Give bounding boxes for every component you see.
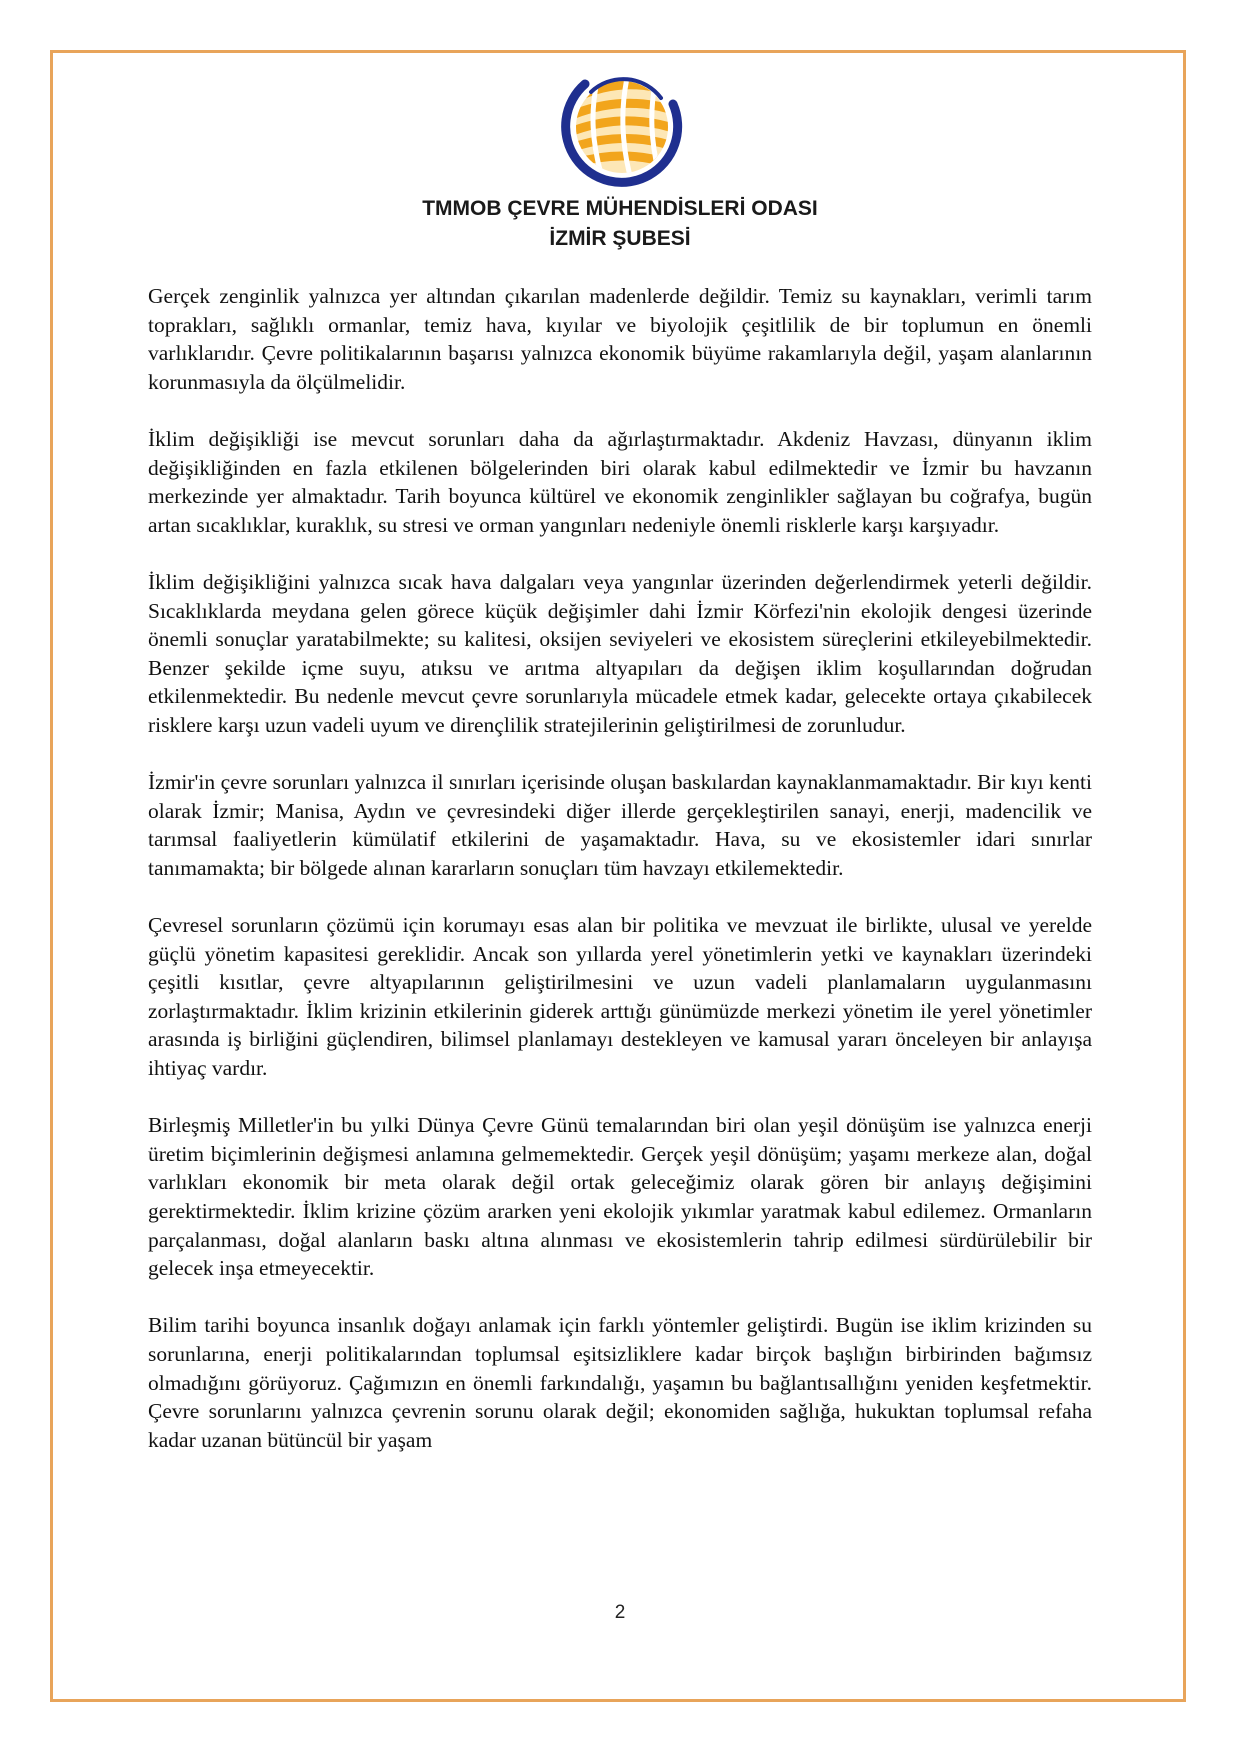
paragraph: Bilim tarihi boyunca insanlık doğayı anlamak için farklı yöntemler geliştirdi. Bugün ise iklim krizinden su sorunlarına, enerji politikalarından toplumsal eşitsizliklere kadar birçok başlığın birbirinden bağımsız olmadığını görüyoruz. Çağımızın en önemli farkındalığı, yaşamın bu bağlantısallığını yeniden keşfetmektir. Çevre sorunlarını yalnızca çevrenin sorunu olarak değil; ekonomiden sağlığa, hukuktan toplumsal refaha kadar uzanan bütüncül bir yaşam: [148, 1313, 1092, 1452]
paragraph: İklim değişikliğini yalnızca sıcak hava dalgaları veya yangınlar üzerinden değerlendirmek yeterli değildir. Sıcaklıklarda meydana gelen görece küçük değişimler dahi İzmir Körfezi'nin ekolojik dengesi üzerinde önemli sonuçlar yaratabilmekte; su kalitesi, oksijen seviyeleri ve ekosistem süreçlerini etkileyebilmektedir. Benzer şekilde içme suyu, atıksu ve arıtma altyapıları da değişen iklim koşullarından doğrudan etkilenmektedir. Bu nedenle mevcut çevre sorunlarıyla mücadele etmek kadar, gelecekte ortaya çıkabilecek risklere karşı uzun vadeli uyum ve dirençlilik stratejilerinin geliştirilmesi de zorunludur.: [148, 569, 1092, 737]
org-name: TMMOB ÇEVRE MÜHENDİSLERİ ODASI: [422, 197, 818, 220]
paragraph: İklim değişikliği ise mevcut sorunları daha da ağırlaştırmaktadır. Akdeniz Havzası, dünyanın iklim değişikliğinden en fazla etkilenen bölgelerinden biri olarak kabul edilmektedir ve İzmir bu havzanın merkezinde yer almaktadır. Tarih boyunca kültürel ve ekonomik zenginlikler sağlayan bu coğrafya, bugün artan sıcaklıklar, kuraklık, su stresi ve orman yangınları nedeniyle önemli risklerle karşı karşıyadır.: [148, 426, 1092, 537]
paragraph: Gerçek zenginlik yalnızca yer altından çıkarılan madenlerde değildir. Temiz su kaynakları, verimli tarım toprakları, sağlıklı ormanlar, temiz hava, kıyılar ve biyolojik çeşitlilik de bir toplumun en önemli varlıklarıdır. Çevre politikalarının başarısı yalnızca ekonomik büyüme rakamlarıyla değil, yaşam alanlarının korunmasıyla da ölçülmelidir.: [148, 284, 1092, 394]
document-body: [148, 282, 1092, 1454]
org-branch: İZMİR ŞUBESİ: [549, 227, 691, 250]
paragraph: Birleşmiş Milletler'in bu yılki Dünya Çevre Günü temalarından biri olan yeşil dönüşüm ise yalnızca enerji üretim biçimlerinin değişmesi anlamına gelmemektedir. Gerçek yeşil dönüşüm; yaşamı merkeze alan, doğal varlıkları ekonomik bir meta olarak değil ortak geleceğimiz olarak gören bir anlayış değişimini gerektirmektedir. İklim krizine çözüm ararken yeni ekolojik yıkımlar yaratmak kabul edilemez. Ormanların parçalanması, doğal alanların baskı altına alınması ve ekosistemlerin tahrip edilmesi sürdürülebilir bir gelecek inşa etmeyecektir.: [148, 1113, 1092, 1281]
paragraph: İzmir'in çevre sorunları yalnızca il sınırları içerisinde oluşan baskılardan kaynaklanmamaktadır. Bir kıyı kenti olarak İzmir; Manisa, Aydın ve çevresindeki diğer illerde gerçekleştirilen sanayi, enerji, madencilik ve tarımsal faaliyetlerin kümülatif etkilerini de yaşamaktadır. Hava, su ve ekosistemler idari sınırlar tanımamakta; bir bölgede alınan kararların sonuçları tüm havzayı etkilemektedir.: [148, 770, 1092, 880]
paragraph: Çevresel sorunların çözümü için korumayı esas alan bir politika ve mevzuat ile birlikte, ulusal ve yerelde güçlü yönetim kapasitesi gereklidir. Ancak son yıllarda yerel yönetimlerin yetki ve kaynakları üzerindeki çeşitli kısıtlar, çevre altyapılarının geliştirilmesini ve uzun vadeli planlamaların uygulanmasını zorlaştırmaktadır. İklim krizinin etkilerinin giderek arttığı günümüzde merkezi yönetim ile yerel yönetimler arasında iş birliğini güçlendiren, bilimsel planlamayı destekleyen ve kamusal yararı önceleyen bir anlayışa ihtiyaç vardır.: [148, 913, 1092, 1081]
globe-logo-icon: [557, 62, 687, 192]
page-number: 2: [614, 1602, 626, 1623]
